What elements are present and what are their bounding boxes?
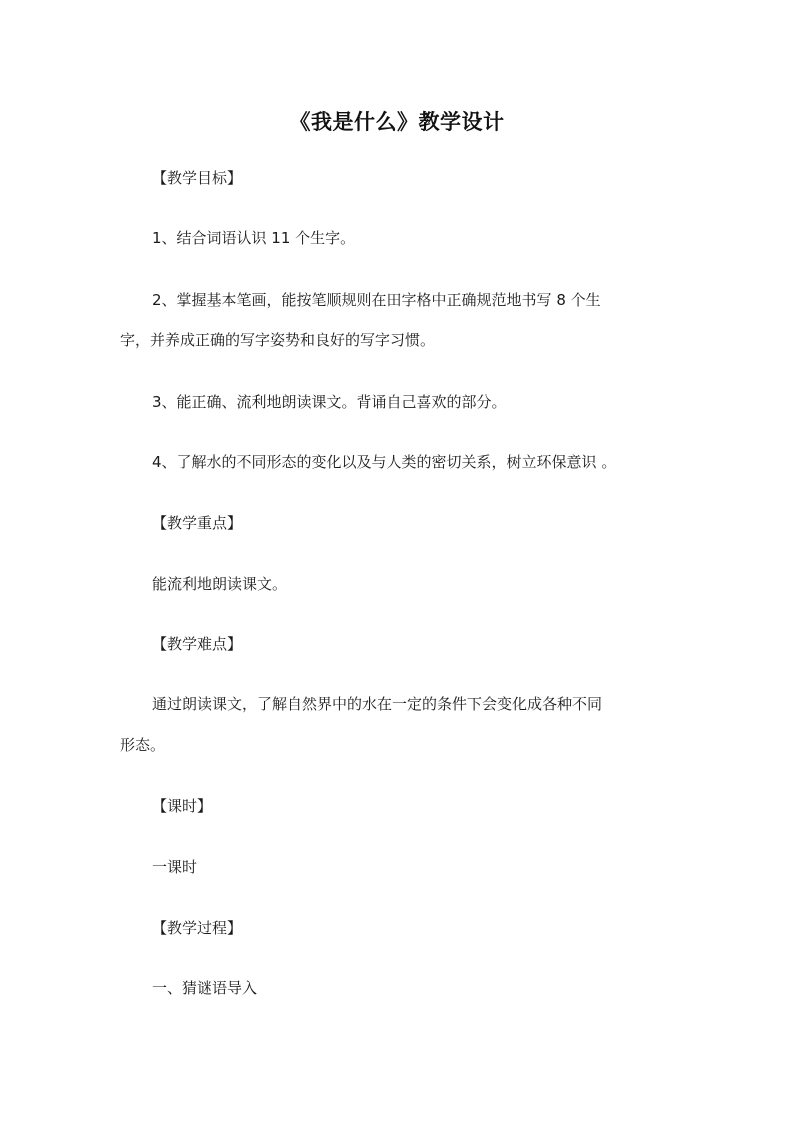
difficulties-heading: 【教学难点】 [152, 635, 243, 653]
objective-2-line-1: 2、掌握基本笔画，能按笔顺规则在田字格中正确规范地书写 8 个生 [152, 291, 601, 309]
difficulties-line-2: 形态。 [120, 736, 166, 754]
objective-1: 1、结合词语认识 11 个生字。 [152, 229, 356, 247]
duration-text: 一课时 [152, 858, 198, 876]
objective-3: 3、能正确、流利地朗读课文。背诵自己喜欢的部分。 [152, 393, 507, 411]
objective-2-line-2: 字，并养成正确的写字姿势和良好的写字习惯。 [120, 331, 436, 349]
process-step-1: 一、猜谜语导入 [152, 979, 258, 997]
duration-heading: 【课时】 [152, 797, 213, 815]
key-points-heading: 【教学重点】 [152, 514, 243, 532]
key-points-text: 能流利地朗读课文。 [152, 575, 288, 593]
objective-4: 4、了解水的不同形态的变化以及与人类的密切关系，树立环保意识 。 [152, 453, 617, 471]
objectives-heading: 【教学目标】 [152, 169, 243, 187]
process-heading: 【教学过程】 [152, 919, 243, 937]
document-title: 《我是什么》教学设计 [289, 110, 505, 134]
difficulties-line-1: 通过朗读课文，了解自然界中的水在一定的条件下会变化成各种不同 [152, 695, 603, 713]
